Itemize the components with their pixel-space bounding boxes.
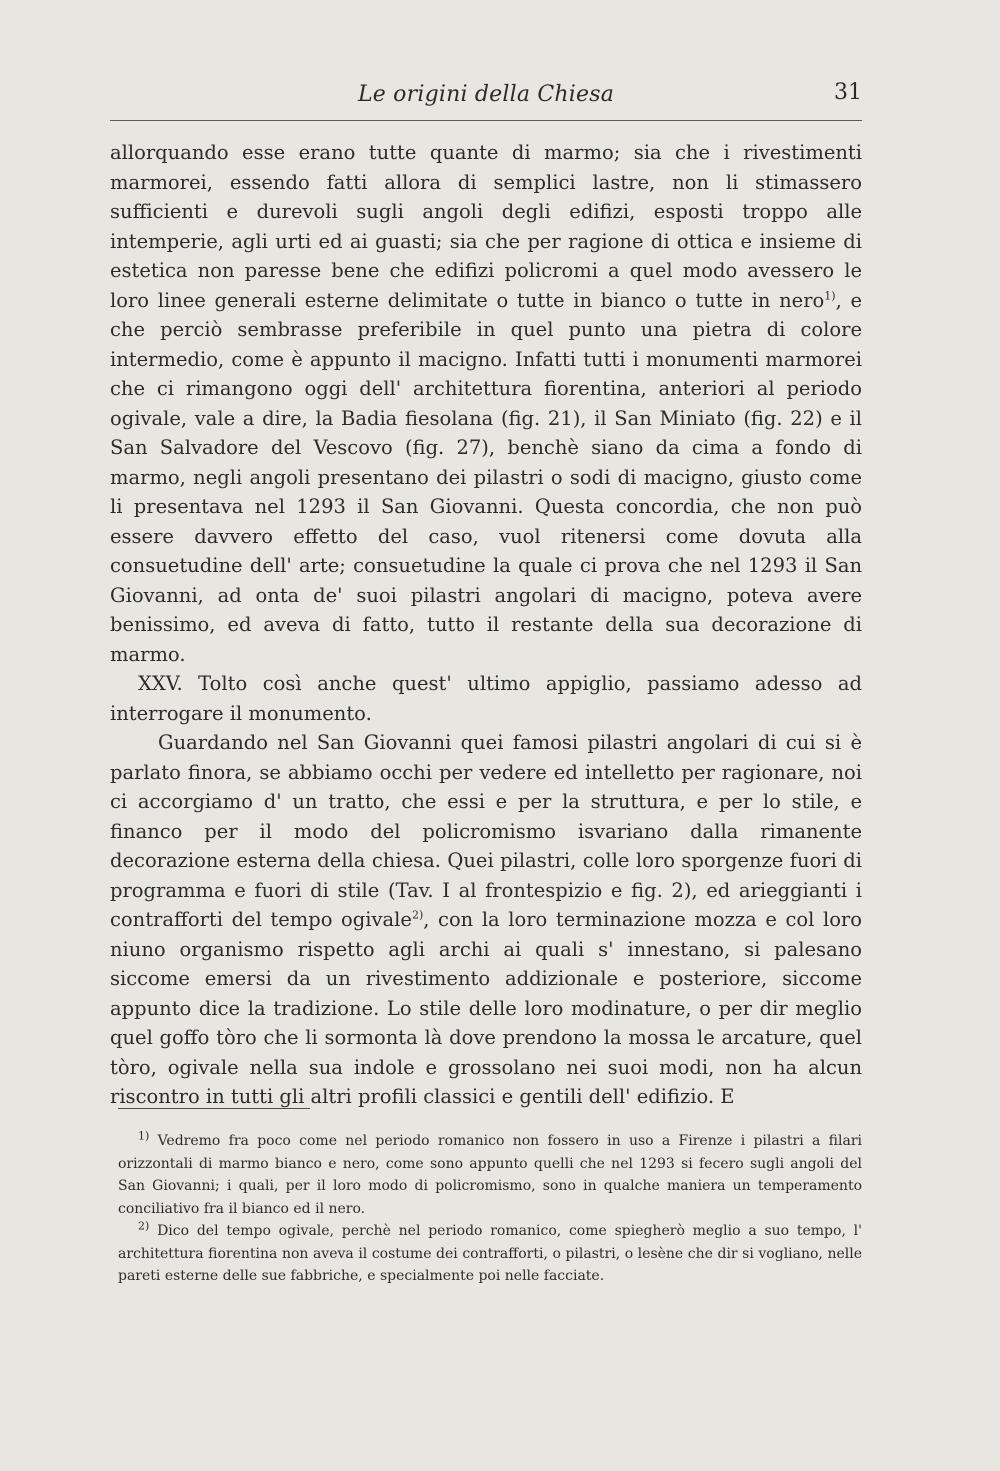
running-title: Le origini della Chiesa: [357, 82, 615, 107]
footnote-2-text: Dico del tempo ogivale, perchè nel periodo romanico, come spiegherò meglio a suo tempo, l' architettura fiorentina non aveva il costume dei contrafforti, o pilastri, o lesène che dir si vogliano, nelle pareti esterne delle sue fabbriche, e specialmente poi nelle facciate.: [118, 1223, 862, 1284]
paragraph-3-tail: , con la loro terminazione mozza e col loro niuno organismo rispetto agli archi ai quali s' innestano, si palesano siccome emersi da un rivestimento addizionale e posteriore, siccome appunto dice la tradizione. Lo stile delle loro modinature, o per dir meglio quel goffo tòro che li sormonta là dove prendono la mossa le arcature, quel tòro, ogivale nella sua indole e grossolano nei suoi modi, non ha alcun riscontro in tutti gli altri profili classici e gentili dell' edifizio. E: [110, 908, 862, 1108]
footnote-1: [118, 1130, 862, 1220]
paragraph-3: [110, 728, 862, 1112]
paragraph-1-tail: , e che perciò sembrasse preferibile in quel punto una pietra di colore intermedio, come è appunto il macigno. Infatti tutti i monumenti marmorei che ci rimangono oggi dell' architettura fiorentina, anteriori al periodo ogivale, vale a dire, la Badia fiesolana (fig. 21), il San Miniato (fig. 22) e il San Salvadore del Vescovo (fig. 27), benchè siano da cima a fondo di marmo, negli angoli presentano dei pilastri o sodi di macigno, giusto come li presentava nel 1293 il San Giovanni. Questa concordia, che non può essere davvero effetto del caso, vuol ritenersi come dovuta alla consuetudine dell' arte; consuetudine la quale ci prova che nel 1293 il San Giovanni, ad onta de' suoi pilastri angolari di macigno, poteva avere benissimo, ed aveva di fatto, tutto il restante della sua decorazione di marmo.: [110, 288, 862, 666]
paragraph-3-text: Guardando nel San Giovanni quei famosi pilastri angolari di cui si è parlato finora, se abbiamo occhi per vedere ed intelletto per ragionare, noi ci accorgiamo d' un tratto, che essi e per la struttura, e per lo stile, e financo per il modo del policromismo isvariano dalla rimanente decorazione esterna della chiesa. Quei pilastri, colle loro sporgenze fuori di programma e fuori di stile (Tav. I al frontespizio e fig. 2), ed arieggianti i contrafforti del tempo ogivale: [110, 731, 862, 931]
footnote-divider: [118, 1108, 310, 1109]
main-text: [110, 138, 862, 1112]
page-number: 31: [834, 80, 862, 105]
paragraph-2: XXV. Tolto così anche quest' ultimo appiglio, passiamo adesso ad interrogare il monumento.: [110, 672, 862, 725]
paragraph-1-text: allorquando esse erano tutte quante di marmo; sia che i rivestimenti marmorei, essendo fatti allora di semplici lastre, non li stimassero sufficienti e durevoli sugli angoli degli edifizi, esposti troppo alle intemperie, agli urti ed ai guasti; sia che per ragione di ottica e insieme di estetica non paresse bene che edifizi policromi a quel modo avessero le loro linee generali esterne delimitate o tutte in bianco o tutte in nero: [110, 141, 862, 312]
footnote-ref-1: 1): [824, 289, 836, 302]
footnotes: [118, 1130, 862, 1288]
footnote-1-text: Vedremo fra poco come nel periodo romanico non fossero in uso a Firenze i pilastri a filari orizzontali di marmo bianco e nero, come sono appunto quelli che nel 1293 si fecero sugli angoli del San Giovanni; i quali, per il loro modo di policromismo, sono in qualche maniera un temperamento conciliativo fra il bianco ed il nero.: [118, 1133, 862, 1217]
footnote-1-marker: 1): [138, 1129, 150, 1143]
footnote-2-marker: 2): [138, 1219, 150, 1233]
header-rule: [110, 120, 862, 121]
footnote-2: [118, 1220, 862, 1288]
footnote-ref-2: 2): [411, 908, 424, 922]
paragraph-1: [110, 138, 862, 669]
running-header: [110, 80, 862, 120]
